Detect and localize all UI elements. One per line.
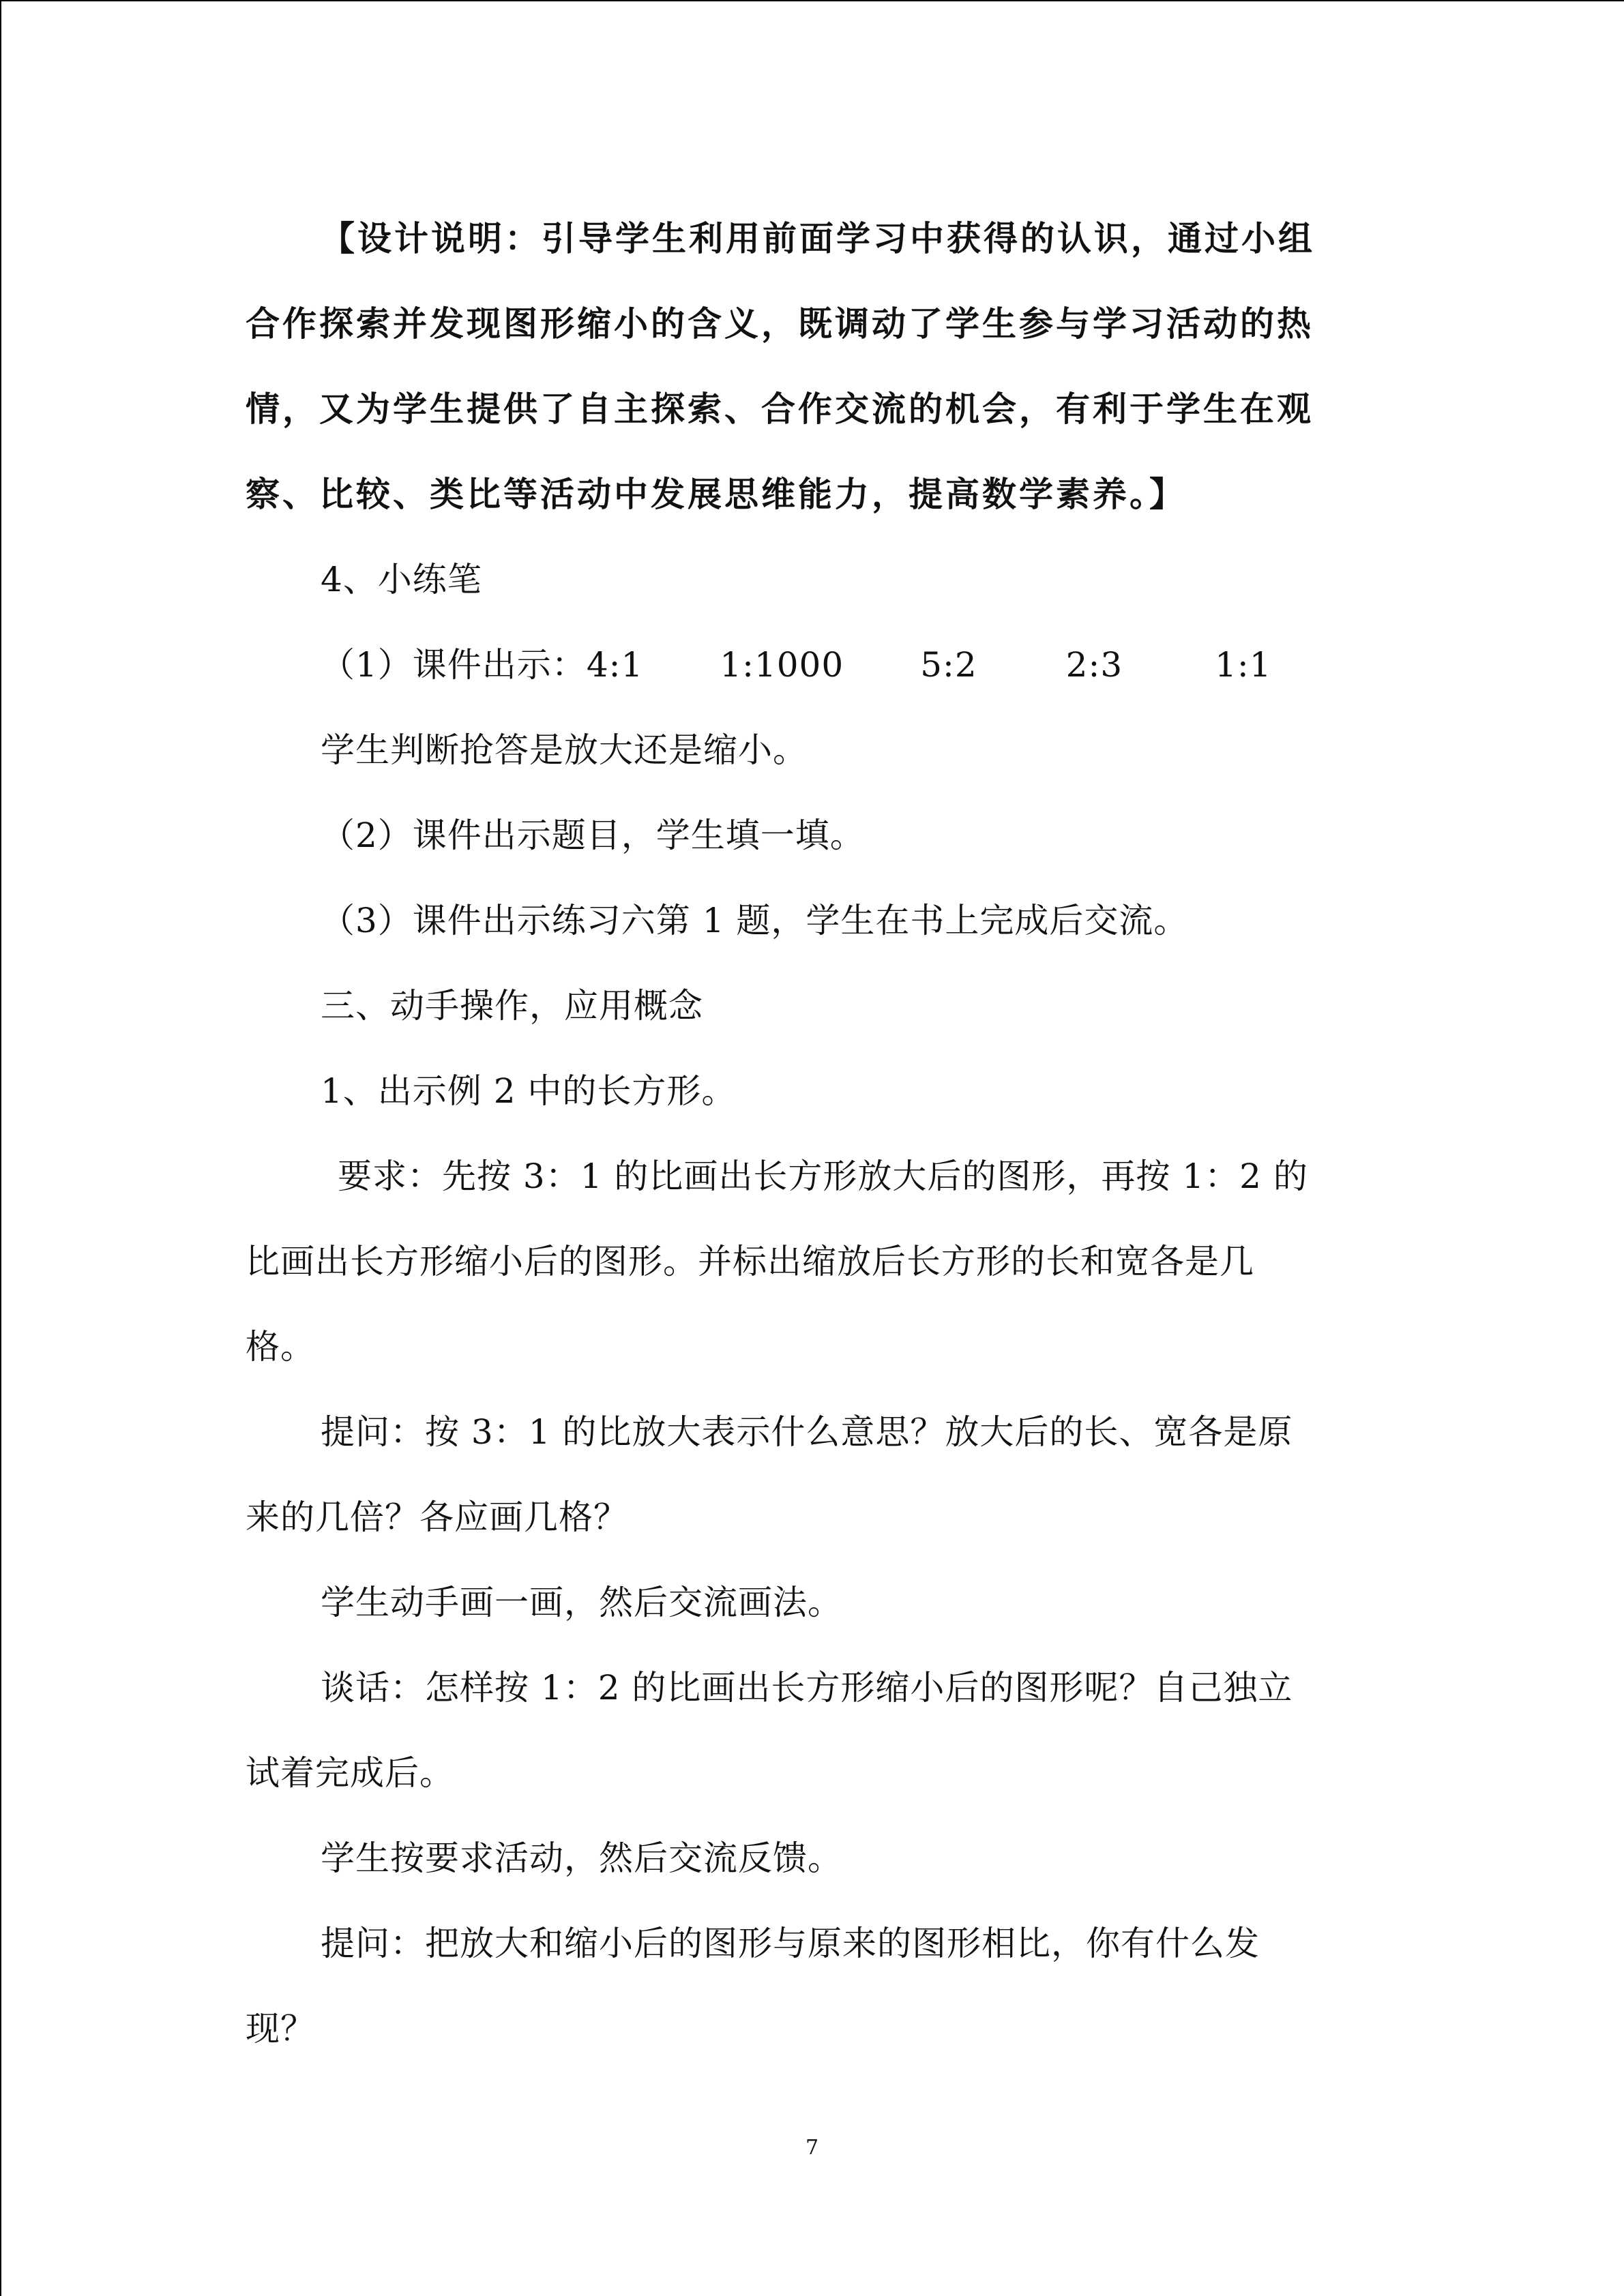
exercise-2: （2）课件出示题目，学生填一填。 xyxy=(321,816,865,855)
talk-line-2: 试着完成后。 xyxy=(246,1753,454,1793)
activity-1: 学生动手画一画，然后交流画法。 xyxy=(321,1583,842,1622)
exercise-1-line xyxy=(321,644,1272,685)
question-2-line-1: 提问：把放大和缩小后的图形与原来的图形相比，你有什么发 xyxy=(321,1924,1260,1963)
ratio-item: 5:2 xyxy=(920,645,977,685)
ratio-item: 1:1 xyxy=(1215,645,1272,685)
design-note-line-2: 合作探索并发现图形缩小的含义，既调动了学生参与学习活动的热 xyxy=(246,304,1314,344)
talk-line-1: 谈话：怎样按 1：2 的比画出长方形缩小后的图形呢？自己独立 xyxy=(321,1668,1293,1708)
design-note-line-4: 察、比较、类比等活动中发展思维能力，提高数学素养。】 xyxy=(246,475,1186,514)
ratio-item: 4:1 xyxy=(586,645,644,685)
question-2-line-2: 现？ xyxy=(246,2009,315,2048)
design-note-line-3: 情，又为学生提供了自主探索、合作交流的机会，有利于学生在观 xyxy=(246,389,1314,429)
step-1: 1、出示例 2 中的长方形。 xyxy=(321,1071,737,1111)
requirement-line-3: 格。 xyxy=(246,1327,315,1367)
part-3-heading: 三、动手操作，应用概念 xyxy=(321,986,703,1026)
question-1-line-2: 来的几倍？各应画几格？ xyxy=(246,1497,628,1537)
question-1-line-1: 提问：按 3：1 的比放大表示什么意思？放大后的长、宽各是原 xyxy=(321,1412,1293,1452)
section-4-heading: 4、小练笔 xyxy=(321,560,482,599)
exercise-1-label: （1）课件出示： xyxy=(321,645,587,685)
requirement-line-2: 比画出长方形缩小后的图形。并标出缩放后长方形的长和宽各是几 xyxy=(246,1242,1254,1281)
exercise-3: （3）课件出示练习六第 1 题，学生在书上完成后交流。 xyxy=(321,901,1189,940)
activity-2: 学生按要求活动，然后交流反馈。 xyxy=(321,1838,842,1878)
design-note-line-1: 【设计说明：引导学生利用前面学习中获得的认识，通过小组 xyxy=(321,219,1315,258)
exercise-1-followup: 学生判断抢答是放大还是缩小。 xyxy=(321,730,808,770)
page-number: 7 xyxy=(805,2136,819,2160)
ratio-item: 1:1000 xyxy=(720,645,844,685)
requirement-line-1: 要求：先按 3：1 的比画出长方形放大后的图形，再按 1：2 的 xyxy=(338,1157,1308,1196)
ratio-item: 2:3 xyxy=(1065,645,1123,685)
